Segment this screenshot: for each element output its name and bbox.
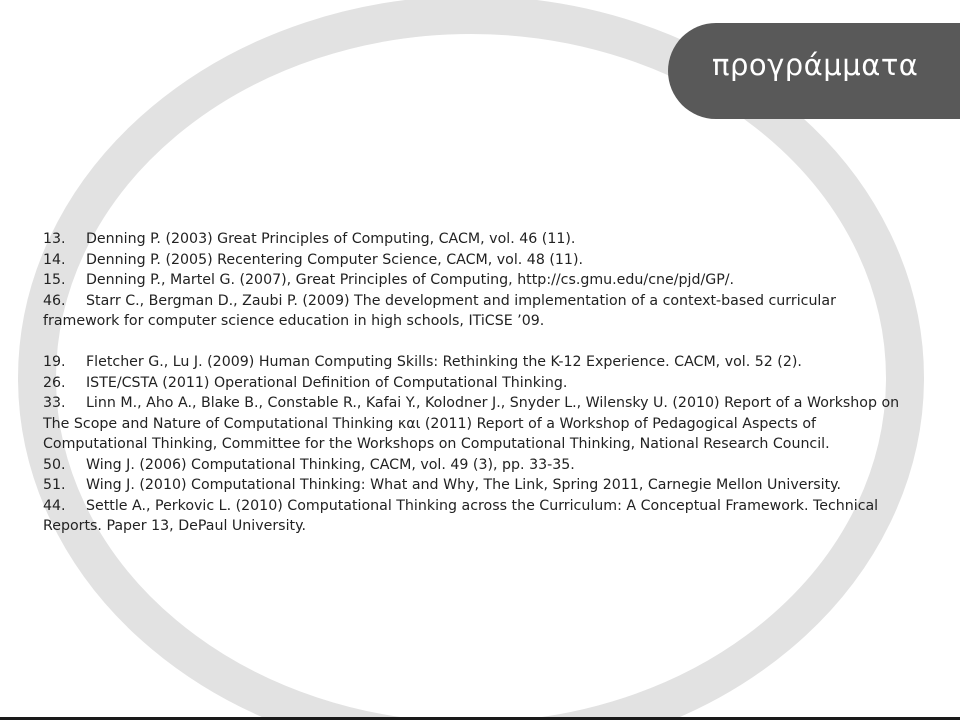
reference-item (43, 393, 913, 455)
reference-number: 44. (43, 497, 66, 514)
reference-number: 13. (43, 231, 66, 247)
reference-text: Denning P. (2003) Great Principles of Computing, CACM, vol. 46 (11). (86, 231, 576, 247)
reference-item (43, 291, 913, 332)
slide-title: προγράμματα (712, 48, 919, 82)
reference-group-b (43, 352, 913, 537)
reference-number: 19. (43, 354, 66, 370)
reference-number: 15. (43, 272, 66, 288)
reference-number: 33. (43, 395, 66, 411)
reference-text: Wing J. (2006) Computational Thinking, CACM, vol. 49 (3), pp. 33-35. (86, 456, 575, 473)
reference-list (43, 229, 913, 537)
reference-item (43, 455, 913, 476)
reference-text: Starr C., Bergman D., Zaubi P. (2009) The development and implementation of a context-based curricular framework for computer science education in high schools, ITiCSE ’09. (43, 292, 836, 329)
reference-number: 50. (43, 456, 66, 473)
reference-number: 26. (43, 374, 66, 391)
reference-text: Fletcher G., Lu J. (2009) Human Computing Skills: Rethinking the K-12 Experience. CACM, vol. 52 (2). (86, 354, 802, 370)
reference-text: Denning P., Martel G. (2007), Great Principles of Computing, http://cs.gmu.edu/cne/pjd/GP/. (86, 272, 735, 288)
reference-item (43, 352, 913, 373)
reference-item (43, 475, 913, 496)
reference-item (43, 229, 913, 250)
reference-text: ISTE/CSTA (2011) Operational Definition of Computational Thinking. (86, 374, 568, 391)
reference-number: 51. (43, 477, 66, 493)
reference-number: 46. (43, 292, 66, 309)
reference-text: Wing J. (2010) Computational Thinking: What and Why, The Link, Spring 2011, Carnegie Mellon University. (86, 477, 842, 493)
reference-group-a (43, 229, 913, 332)
reference-text: Denning P. (2005) Recentering Computer Science, CACM, vol. 48 (11). (86, 251, 583, 268)
reference-number: 14. (43, 251, 66, 268)
reference-text: Settle A., Perkovic L. (2010) Computational Thinking across the Curriculum: A Conceptual Framework. Technical Reports. Paper 13, DePaul University. (43, 497, 879, 534)
reference-item (43, 373, 913, 394)
reference-item (43, 496, 913, 537)
reference-item (43, 270, 913, 291)
reference-text: Linn M., Aho A., Blake B., Constable R., Kafai Y., Kolodner J., Snyder L., Wilensky U. (2010) Report of a Workshop on The Scope and Nature of Computational Thinking και (2011) Report of a Workshop of Pedagogical Aspects of Computational Thinking, Committee for the Workshops on Computational Thinking, National Research Council. (43, 395, 900, 452)
reference-item (43, 250, 913, 271)
